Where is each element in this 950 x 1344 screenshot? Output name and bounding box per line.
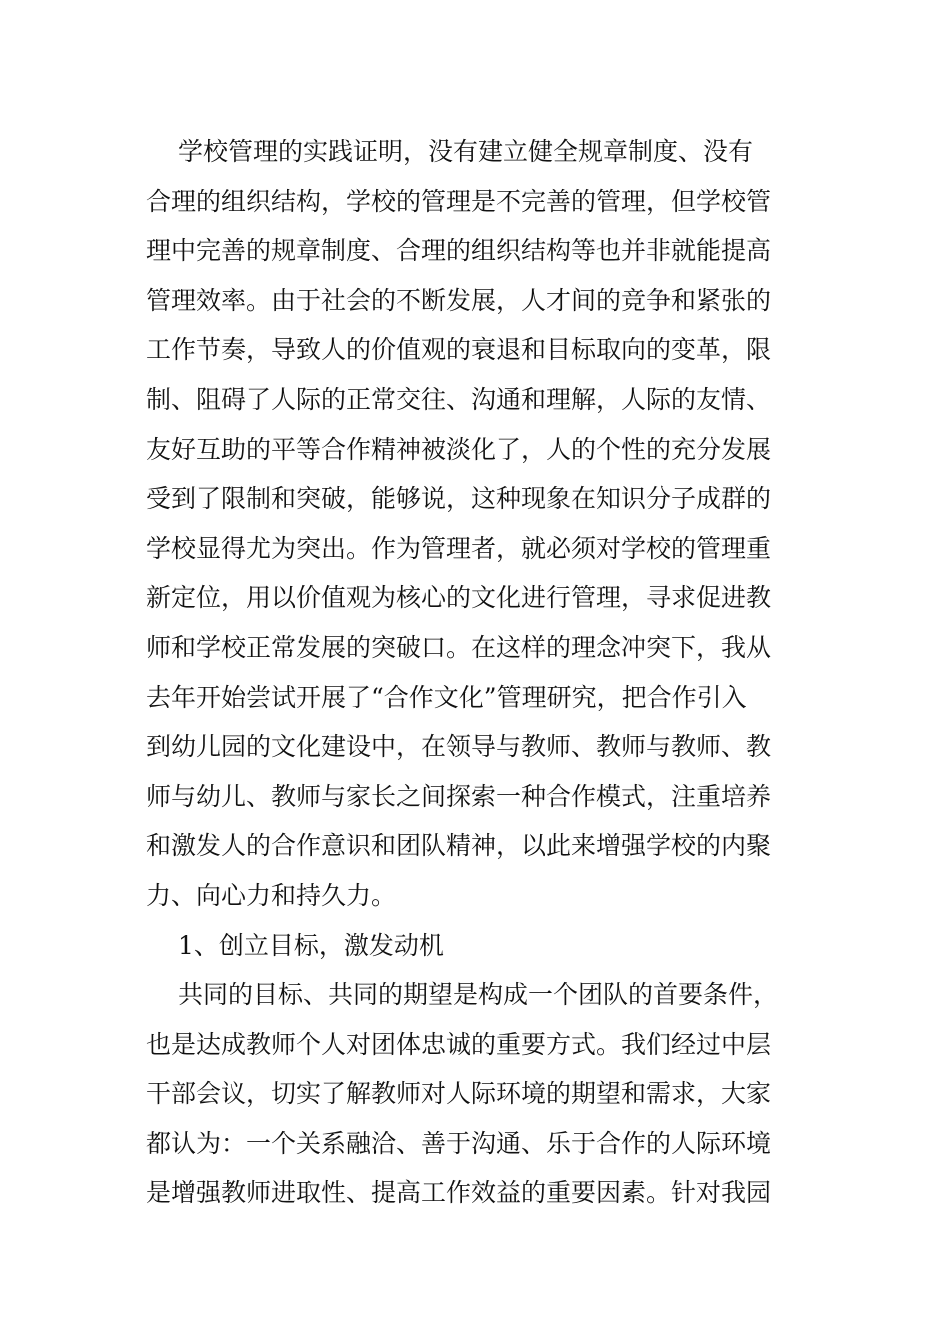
paragraph: [146, 970, 786, 1218]
text-line: 学校显得尤为突出。作为管理者，就必须对学校的管理重: [146, 533, 772, 563]
text-line: 到幼儿园的文化建设中，在领导与教师、教师与教师、教: [146, 732, 772, 762]
text-line: 是增强教师进取性、提高工作效益的重要因素。针对我园: [146, 1178, 772, 1208]
text-line: 去年开始尝试开展了“合作文化”管理研究，把合作引入: [146, 682, 747, 712]
text-line: 师和学校正常发展的突破口。在这样的理念冲突下，我从: [146, 632, 772, 662]
text-line: 新定位，用以价值观为核心的文化进行管理，寻求促进教: [146, 583, 772, 613]
text-line: 友好互助的平等合作精神被淡化了，人的个性的充分发展: [146, 434, 772, 464]
text-line: 共同的目标、共同的期望是构成一个团队的首要条件，: [178, 980, 779, 1010]
text-line: 都认为：一个关系融洽、善于沟通、乐于合作的人际环境: [146, 1128, 772, 1158]
text-line: 也是达成教师个人对团体忠诚的重要方式。我们经过中层: [146, 1029, 772, 1059]
text-line: 和激发人的合作意识和团队精神，以此来增强学校的内聚: [146, 831, 772, 861]
text-line: 理中完善的规章制度、合理的组织结构等也并非就能提高: [146, 236, 772, 266]
text-line: 制、阻碍了人际的正常交往、沟通和理解，人际的友情、: [146, 384, 772, 414]
text-line: 合理的组织结构，学校的管理是不完善的管理，但学校管: [146, 186, 772, 216]
text-line: 干部会议，切实了解教师对人际环境的期望和需求，大家: [146, 1079, 772, 1109]
paragraph: [146, 127, 786, 921]
text-line: 力、向心力和持久力。: [146, 880, 397, 910]
document-body: [146, 127, 786, 1218]
text-line: 受到了限制和突破，能够说，这种现象在知识分子成群的: [146, 484, 772, 514]
text-line: 学校管理的实践证明，没有建立健全规章制度、没有: [178, 137, 754, 166]
text-line: 管理效率。由于社会的不断发展，人才间的竞争和紧张的: [146, 285, 772, 315]
section-heading: 1、创立目标，激发动机: [178, 930, 444, 960]
text-line: 工作节奏，导致人的价值观的衰退和目标取向的变革，限: [146, 335, 772, 365]
text-line: 师与幼儿、教师与家长之间探索一种合作模式，注重培养: [146, 781, 772, 811]
